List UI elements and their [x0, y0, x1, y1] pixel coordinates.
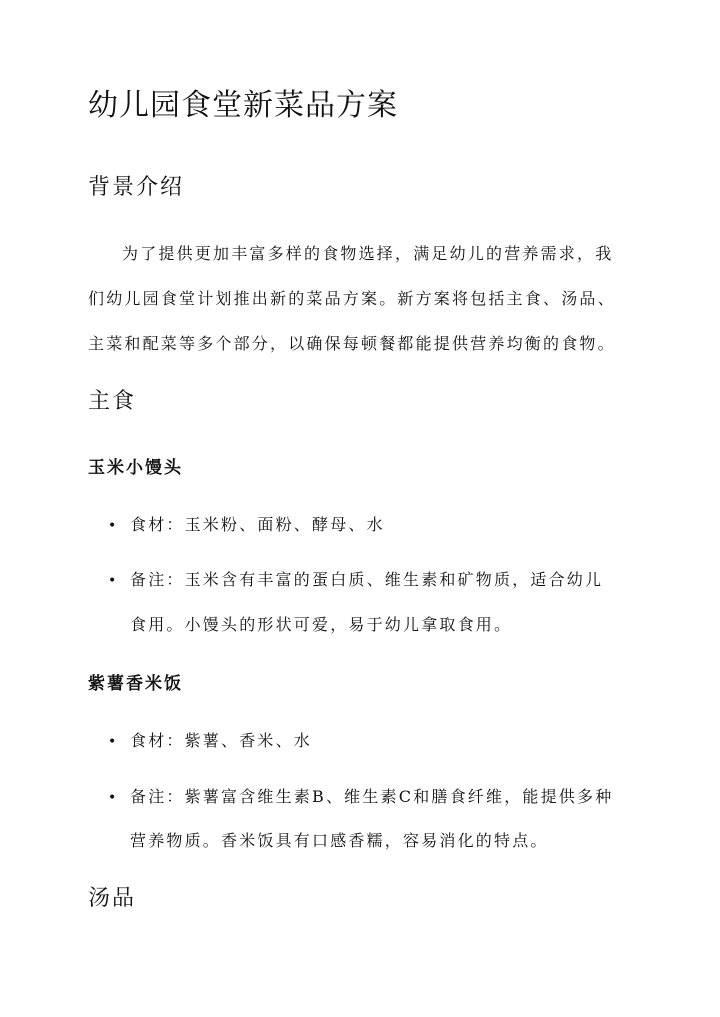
- section-heading-staple: 主食: [88, 389, 137, 414]
- dish-notes-line: 备注：紫薯富含维生素B、维生素C和膳食纤维，能提供多种: [130, 787, 614, 806]
- dish-notes-line: 食用。小馒头的形状可爱，易于幼儿拿取食用。: [130, 615, 513, 634]
- section-heading-background: 背景介绍: [88, 175, 185, 200]
- bullet-marker: •: [108, 790, 117, 806]
- dish-notes-line: 营养物质。香米饭具有口感香糯，容易消化的特点。: [130, 831, 549, 850]
- background-paragraph-line: 主菜和配菜等多个部分，以确保每顿餐都能提供营养均衡的食物。: [88, 334, 616, 353]
- dish-notes-line: 备注：玉米含有丰富的蛋白质、维生素和矿物质，适合幼儿: [130, 570, 604, 589]
- bullet-marker: •: [108, 734, 117, 750]
- dish-ingredients: 食材：玉米粉、面粉、酵母、水: [130, 515, 385, 534]
- dish-ingredients: 食材：紫薯、香米、水: [130, 731, 313, 750]
- bullet-marker: •: [108, 573, 117, 589]
- bullet-marker: •: [108, 518, 117, 534]
- background-paragraph-line: 们幼儿园食堂计划推出新的菜品方案。新方案将包括主食、汤品、: [88, 289, 616, 308]
- section-heading-soup: 汤品: [88, 886, 137, 911]
- document-title: 幼儿园食堂新菜品方案: [88, 88, 398, 123]
- background-paragraph-line: 为了提供更加丰富多样的食物选择，满足幼儿的营养需求，我: [122, 244, 614, 263]
- dish-heading: 紫薯香米饭: [88, 674, 183, 694]
- dish-heading: 玉米小馒头: [88, 458, 183, 478]
